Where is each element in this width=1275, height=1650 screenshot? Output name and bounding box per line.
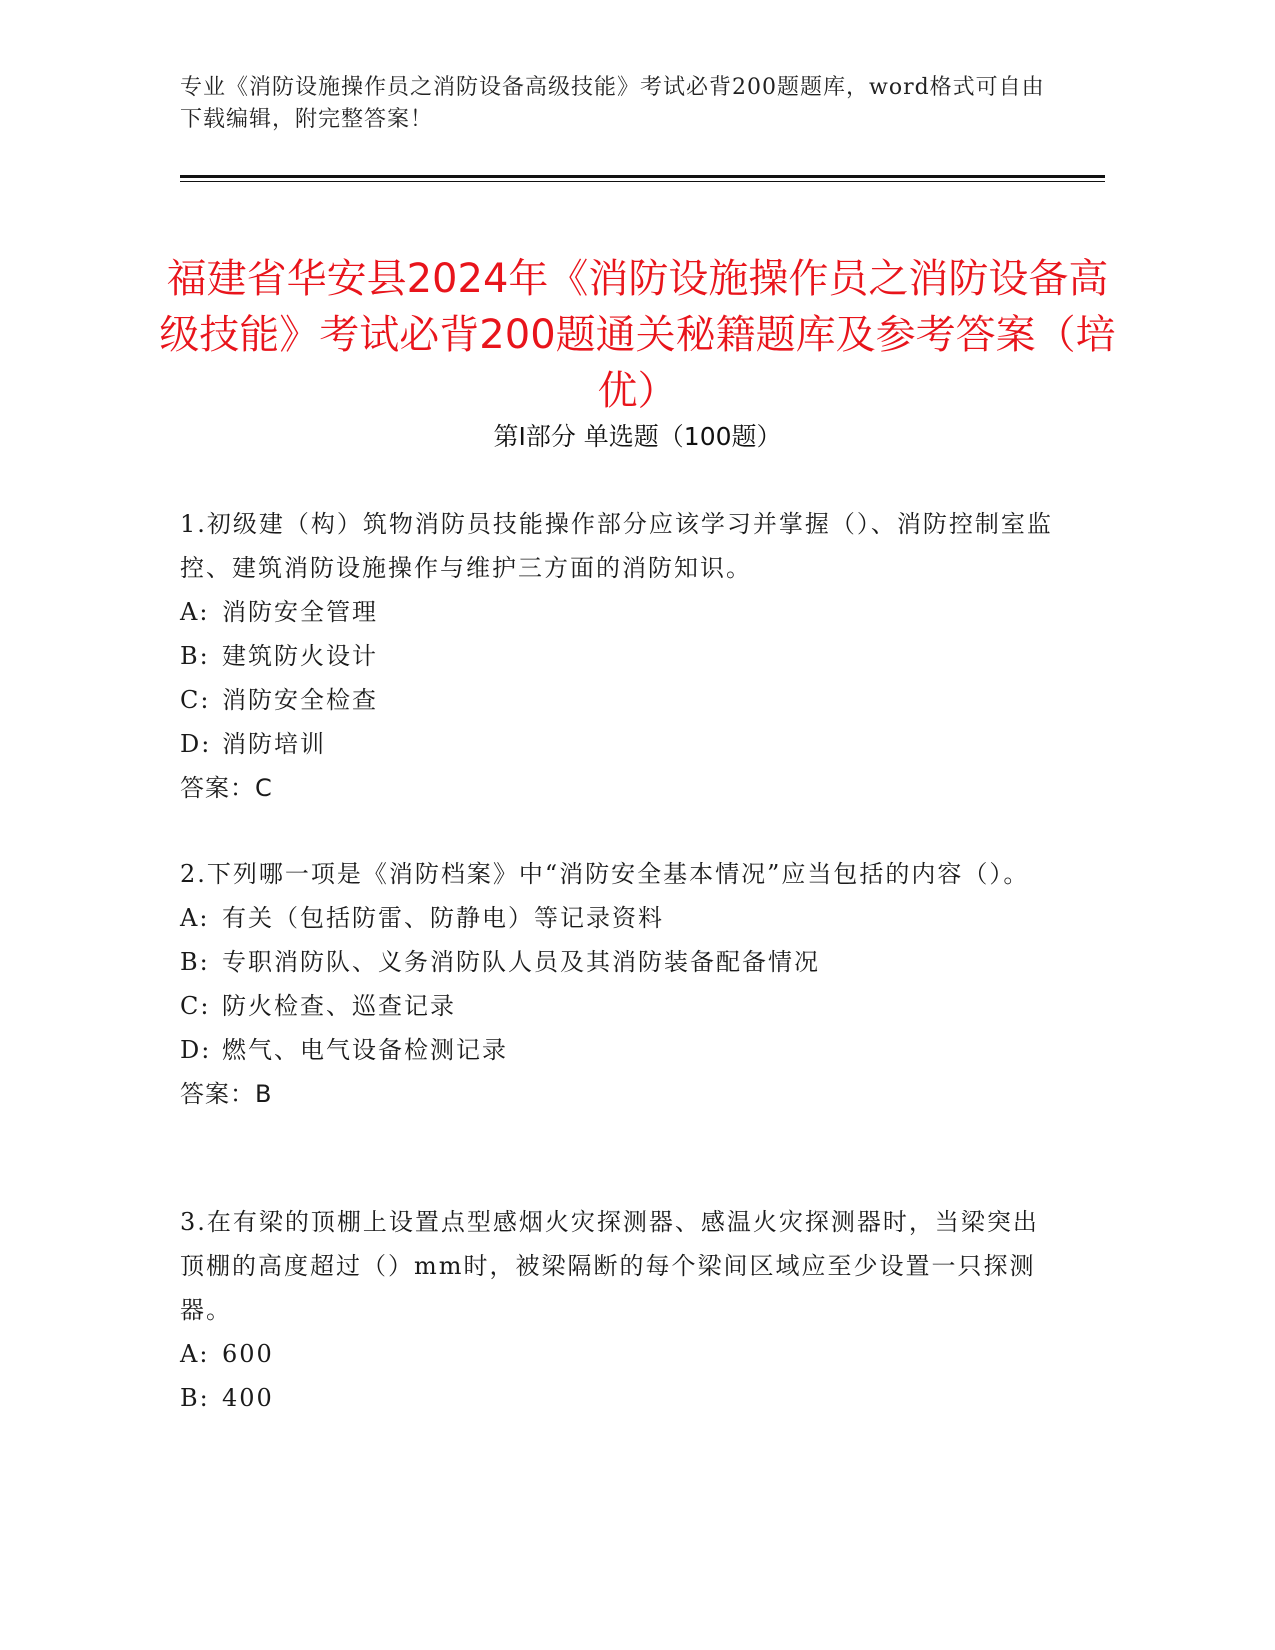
- document-title: 福建省华安县2024年《消防设施操作员之消防设备高级技能》考试必背200题通关秘籍题库及参考答案（培优）: [159, 255, 1116, 414]
- question-2: [180, 852, 1060, 1116]
- option-c: [180, 984, 1060, 1028]
- question-stem: 3.在有梁的顶棚上设置点型感烟火灾探测器、感温火灾探测器时，当梁突出顶棚的高度超过（）mm时，被梁隔断的每个梁间区域应至少设置一只探测器。: [180, 1208, 1039, 1324]
- option-d: [180, 1028, 1060, 1072]
- option-text: 防火检查、巡查记录: [222, 992, 456, 1020]
- answer-line: 答案：C: [180, 774, 273, 802]
- option-letter: B:: [180, 1384, 210, 1412]
- option-letter: A:: [180, 904, 210, 932]
- option-letter: A:: [180, 1340, 210, 1368]
- header-rule-thick: [180, 175, 1105, 178]
- header-rule-thin: [180, 181, 1105, 182]
- option-letter: C:: [180, 992, 211, 1020]
- option-text: 专职消防队、义务消防队人员及其消防装备配备情况: [222, 948, 820, 976]
- option-text: 消防安全管理: [222, 598, 378, 626]
- option-letter: A:: [180, 598, 210, 626]
- option-b: [180, 940, 1060, 984]
- option-letter: C:: [180, 686, 211, 714]
- option-letter: D:: [180, 1036, 212, 1064]
- option-letter: B:: [180, 642, 210, 670]
- option-letter: D:: [180, 730, 212, 758]
- option-a: [180, 1332, 1060, 1376]
- option-text: 消防安全检查: [222, 686, 378, 714]
- answer-line: 答案：B: [180, 1080, 273, 1108]
- question-1: [180, 502, 1060, 810]
- option-c: [180, 678, 1060, 722]
- option-a: [180, 590, 1060, 634]
- option-text: 燃气、电气设备检测记录: [222, 1036, 508, 1064]
- section-title: 第Ⅰ部分 单选题（100题）: [493, 422, 782, 451]
- question-stem: 1.初级建（构）筑物消防员技能操作部分应该学习并掌握（）、消防控制室监控、建筑消防设施操作与维护三方面的消防知识。: [180, 510, 1053, 582]
- option-a: [180, 896, 1060, 940]
- option-b: [180, 1376, 1060, 1420]
- question-3: [180, 1200, 1060, 1420]
- option-d: [180, 722, 1060, 766]
- question-stem: 2.下列哪一项是《消防档案》中“消防安全基本情况”应当包括的内容（）。: [180, 860, 1030, 888]
- header-note: 专业《消防设施操作员之消防设备高级技能》考试必背200题题库，word格式可自由下载编辑，附完整答案！: [180, 75, 1045, 132]
- option-text: 600: [222, 1340, 274, 1368]
- option-text: 消防培训: [222, 730, 326, 758]
- option-letter: B:: [180, 948, 210, 976]
- option-text: 400: [222, 1384, 274, 1412]
- option-text: 有关（包括防雷、防静电）等记录资料: [222, 904, 664, 932]
- option-b: [180, 634, 1060, 678]
- option-text: 建筑防火设计: [222, 642, 378, 670]
